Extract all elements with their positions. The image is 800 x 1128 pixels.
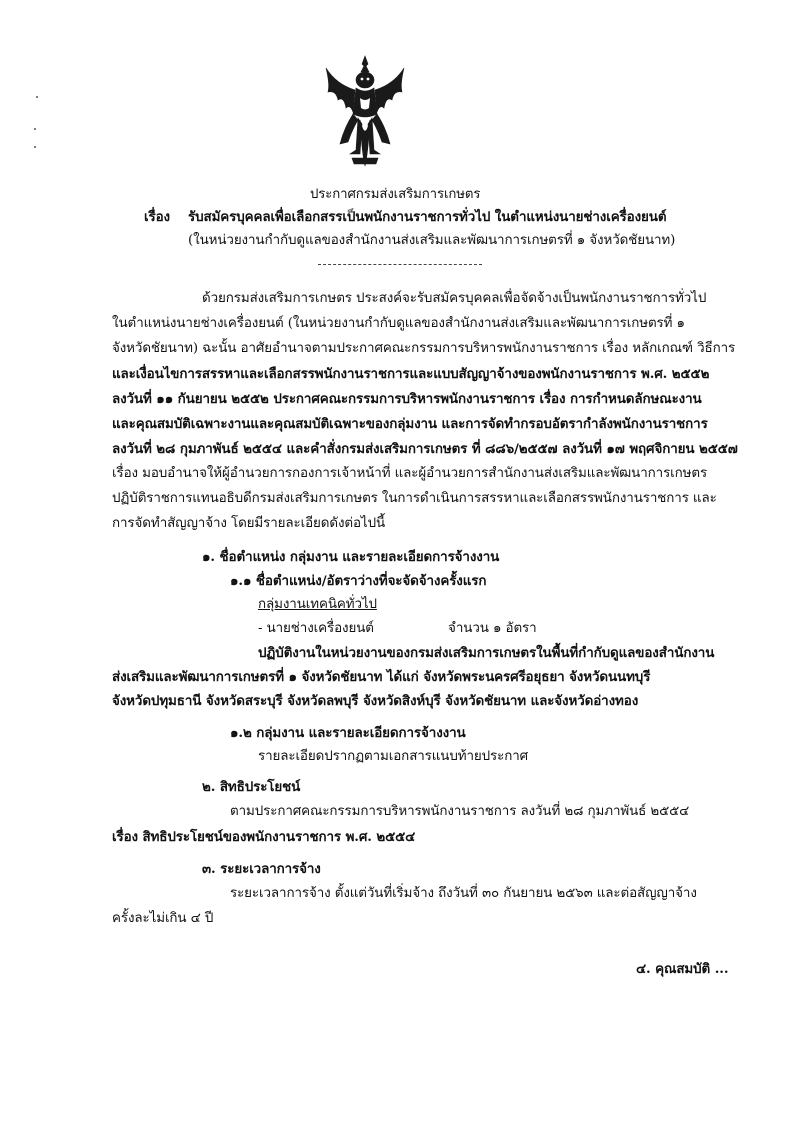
section3-line: ระยะเวลาการจ้าง ตั้งแต่วันที่เริ่มจ้าง ถึงวันที่ ๓๐ กันยายน ๒๕๖๓ และต่อสัญญาจ้าง xyxy=(230,886,697,901)
section3-line: ครั้งละไม่เกิน ๔ ปี xyxy=(112,911,214,926)
garuda-emblem-icon xyxy=(322,54,408,174)
scan-speck xyxy=(34,128,36,130)
intro-line: ปฏิบัติราชการแทนอธิบดีกรมส่งเสริมการเกษตร ในการดำเนินการสรรหาและเลือกสรรพนักงานราชการ และ xyxy=(112,491,717,506)
work-area-line: จังหวัดปทุมธานี จังหวัดสระบุรี จังหวัดลพบุรี จังหวัดสิงห์บุรี จังหวัดชัยนาท และจังหวัดอ่างทอง xyxy=(112,693,639,709)
intro-line: ในตำแหน่งนายช่างเครื่องยนต์ (ในหน่วยงานกำกับดูแลของสำนักงานส่งเสริมและพัฒนาการเกษตรที่ ๑ xyxy=(112,316,685,331)
section3-heading: ๓. ระยะเวลาการจ้าง xyxy=(202,861,321,877)
intro-line: เรื่อง มอบอำนาจให้ผู้อำนวยการกองการเจ้าหน้าที่ และผู้อำนวยการสำนักงานส่งเสริมและพัฒนาการเกษตร xyxy=(112,466,708,481)
announcement-title: ประกาศกรมส่งเสริมการเกษตร xyxy=(309,187,481,202)
position-item: - นายช่างเครื่องยนต์ xyxy=(258,621,374,636)
subject-subtitle: (ในหน่วยงานกำกับดูแลของสำนักงานส่งเสริมและพัฒนาการเกษตรที่ ๑ จังหวัดชัยนาท) xyxy=(188,233,676,248)
subject-text: รับสมัครบุคคลเพื่อเลือกสรรเป็นพนักงานราชการทั่วไป ในตำแหน่งนายช่างเครื่องยนต์ xyxy=(188,209,667,225)
position-count: จำนวน ๑ อัตรา xyxy=(448,621,537,636)
section1-heading: ๑. ชื่อตำแหน่ง กลุ่มงาน และรายละเอียดการจ้างงาน xyxy=(202,549,500,565)
intro-line: และคุณสมบัติเฉพาะงานและคุณสมบัติเฉพาะของกลุ่มงาน และการจัดทำกรอบอัตรากำลังพนักงานราชการ xyxy=(112,416,708,432)
section1-2-text: รายละเอียดปรากฏตามเอกสารแนบท้ายประกาศ xyxy=(258,749,529,764)
work-area-line: ปฏิบัติงานในหน่วยงานของกรมส่งเสริมการเกษตรในพื้นที่กำกับดูแลของสำนักงาน xyxy=(258,645,715,661)
intro-line: จังหวัดชัยนาท) ฉะนั้น อาศัยอำนาจตามประกาศคณะกรรมการบริหารพนักงานราชการ เรื่อง หลักเกณฑ์ วิธีการ xyxy=(112,341,736,356)
intro-line: การจัดทำสัญญาจ้าง โดยมีรายละเอียดดังต่อไปนี้ xyxy=(112,516,386,531)
section1-1-heading: ๑.๑ ชื่อตำแหน่ง/อัตราว่างที่จะจัดจ้างครั้งแรก xyxy=(230,573,487,589)
subject-label: เรื่อง xyxy=(144,209,170,225)
section1-2-heading: ๑.๒ กลุ่มงาน และรายละเอียดการจ้างงาน xyxy=(230,725,466,741)
work-area-line: ส่งเสริมและพัฒนาการเกษตรที่ ๑ จังหวัดชัยนาท ได้แก่ จังหวัดพระนครศรีอยุธยา จังหวัดนนทบุรี xyxy=(112,669,651,685)
scan-speck xyxy=(36,96,38,98)
section2-line: ตามประกาศคณะกรรมการบริหารพนักงานราชการ ลงวันที่ ๒๘ กุมภาพันธ์ ๒๕๕๔ xyxy=(230,804,690,819)
header-divider xyxy=(318,264,482,265)
section2-heading: ๒. สิทธิประโยชน์ xyxy=(202,779,301,795)
scan-speck xyxy=(34,146,36,148)
work-group-label: กลุ่มงานเทคนิคทั่วไป xyxy=(258,597,377,612)
section2-line: เรื่อง สิทธิประโยชน์ของพนักงานราชการ พ.ศ. ๒๕๕๔ xyxy=(112,829,416,845)
intro-line: ลงวันที่ ๒๘ กุมภาพันธ์ ๒๕๕๔ และคำสั่งกรมส่งเสริมการเกษตร ที่ ๘๘๖/๒๕๕๗ ลงวันที่ ๑๗ พฤศจิกายน ๒๕๕๗ xyxy=(112,441,738,457)
intro-line: ด้วยกรมส่งเสริมการเกษตร ประสงค์จะรับสมัครบุคคลเพื่อจัดจ้างเป็นพนักงานราชการทั่วไป xyxy=(202,291,707,306)
intro-line: และเงื่อนไขการสรรหาและเลือกสรรพนักงานราชการและแบบสัญญาจ้างของพนักงานราชการ พ.ศ. ๒๕๕๒ xyxy=(112,366,710,382)
intro-line: ลงวันที่ ๑๑ กันยายน ๒๕๕๒ ประกาศคณะกรรมการบริหารพนักงานราชการ เรื่อง การกำหนดลักษณะงาน xyxy=(112,391,702,407)
continuation-marker: ๔. คุณสมบัติ ... xyxy=(636,961,729,977)
